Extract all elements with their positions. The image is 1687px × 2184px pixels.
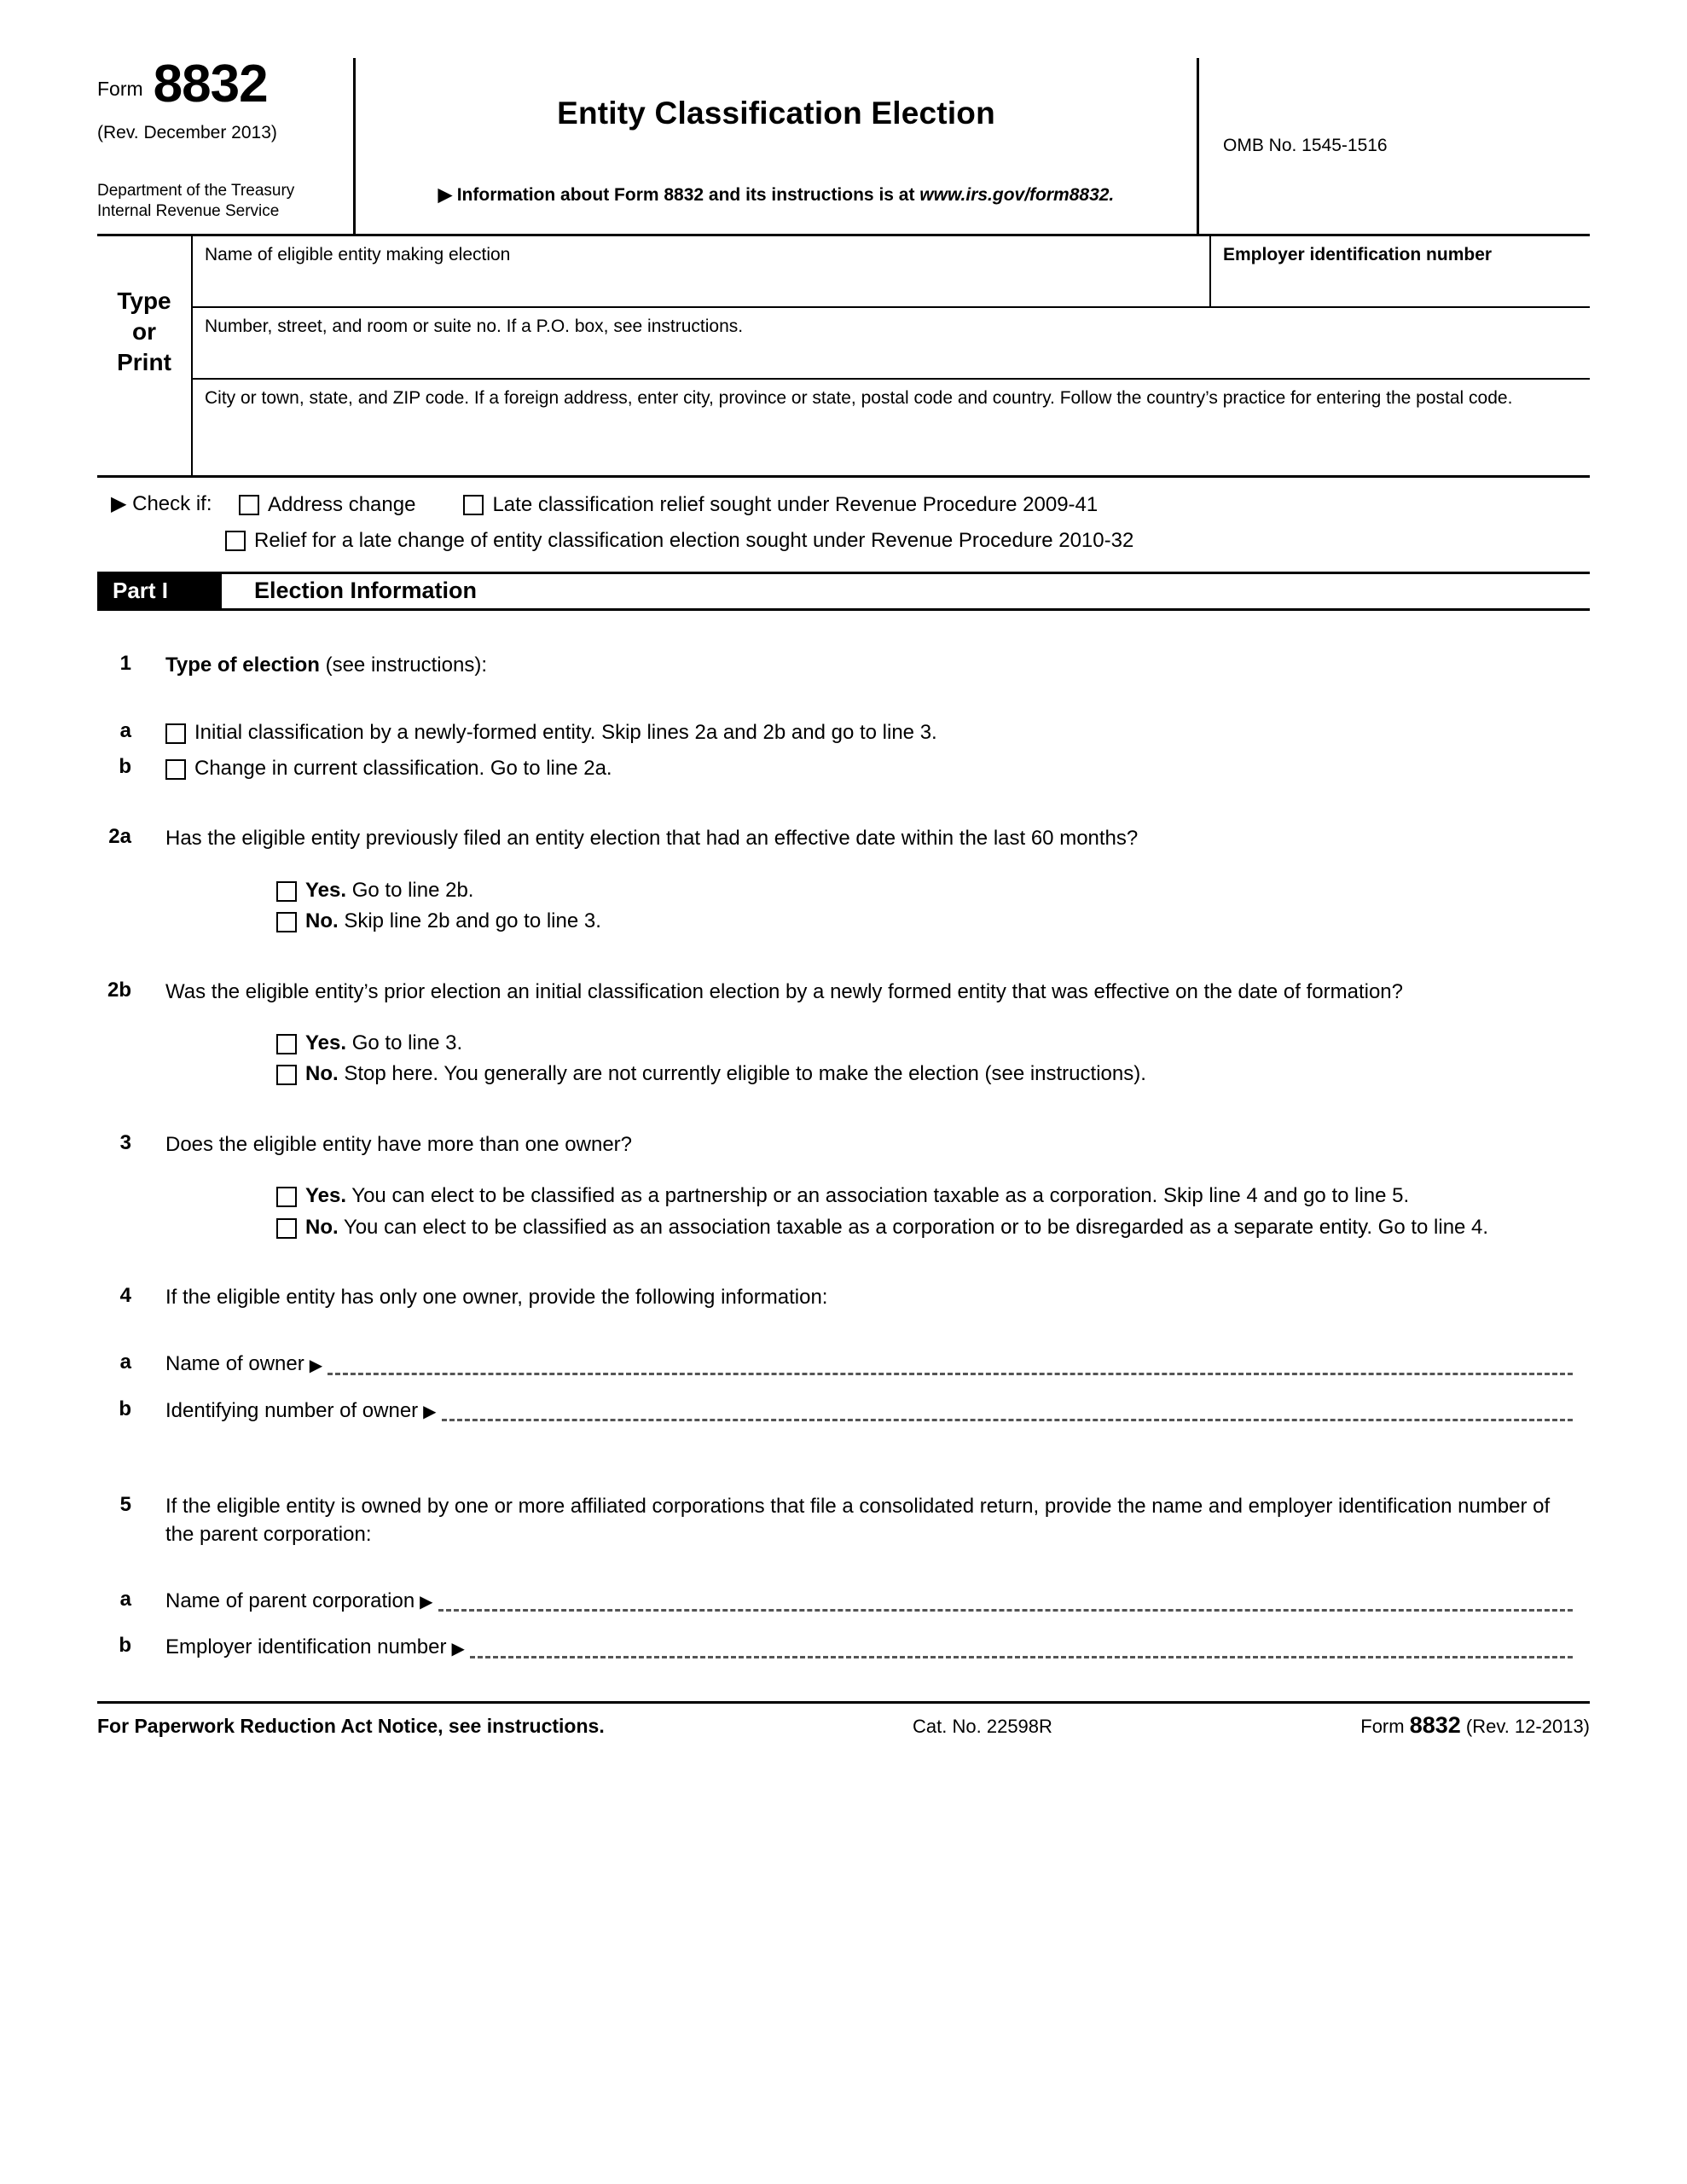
- line-2b-yes-bold: Yes.: [305, 1031, 347, 1055]
- owner-id-entry[interactable]: [165, 1397, 1573, 1426]
- checkbox-icon[interactable]: [276, 1218, 297, 1239]
- parent-ein-input[interactable]: [470, 1655, 1573, 1658]
- line-5-number: 5: [119, 1493, 131, 1517]
- parent-ein-entry[interactable]: [165, 1634, 1573, 1663]
- header-left: [97, 55, 353, 234]
- arrow-icon: ▶: [423, 1403, 437, 1422]
- header-right: [1197, 58, 1590, 234]
- line-5a-number: a: [119, 1587, 131, 1611]
- form-revision-date: (Rev. December 2013): [97, 123, 277, 142]
- part-1-bar: [97, 572, 1590, 611]
- checkbox-icon[interactable]: [276, 1187, 297, 1207]
- line-1-number: 1: [119, 652, 131, 676]
- line-5-text: If the eligible entity is owned by one or more affiliated corporations that file a consolidated return, provide the name and employer identification number of the parent corporation:: [165, 1495, 1551, 1546]
- checkbox-icon[interactable]: [276, 1034, 297, 1054]
- line-3-yes-rest: You can elect to be classified as a partnership or an association taxable as a corporation. Skip line 4 and go to line 5.: [346, 1184, 1410, 1208]
- address-row-name: [193, 236, 1590, 308]
- checkbox-icon[interactable]: [276, 881, 297, 902]
- line-2b-no-rest: Stop here. You generally are not currently eligible to make the election (see instructions).: [338, 1062, 1146, 1086]
- page-title: Entity Classification Election: [557, 96, 995, 131]
- info-link-prefix: ▶ Information about Form 8832 and its instructions is at: [438, 185, 920, 205]
- address-row-street: [193, 308, 1590, 380]
- entity-address-block: [97, 236, 1590, 478]
- footer-form-word: Form: [1360, 1715, 1410, 1737]
- info-link-line: [356, 184, 1197, 206]
- catalog-number: Cat. No. 22598R: [913, 1715, 1052, 1737]
- checkbox-late-classification-relief[interactable]: [463, 491, 1098, 519]
- checkbox-change-classification[interactable]: [165, 755, 1573, 782]
- line-2a: [97, 825, 1590, 852]
- line-4a: [97, 1350, 1590, 1391]
- checkbox-icon[interactable]: [239, 495, 259, 515]
- line-2a-no-bold: No.: [305, 909, 339, 933]
- line-4b: [97, 1397, 1590, 1438]
- line-2b-yes-rest: Go to line 3.: [346, 1031, 463, 1055]
- line-4: [97, 1284, 1590, 1311]
- line-4-text: If the eligible entity has only one owner, provide the following information:: [165, 1285, 828, 1309]
- line-2a-options: [97, 877, 1590, 939]
- line-5a: [97, 1588, 1590, 1629]
- parent-name-entry[interactable]: [165, 1588, 1573, 1617]
- checkbox-2a-yes[interactable]: [165, 877, 1573, 904]
- line-3-yes-bold: Yes.: [305, 1184, 347, 1208]
- checkbox-2a-no[interactable]: [165, 908, 1573, 935]
- checkbox-icon[interactable]: [276, 912, 297, 932]
- checkbox-3-no[interactable]: [165, 1214, 1573, 1241]
- owner-name-entry[interactable]: [165, 1350, 1573, 1380]
- line-2b: [97, 979, 1590, 1006]
- line-3-no-bold: No.: [305, 1215, 339, 1239]
- line-4a-number: a: [119, 1350, 131, 1374]
- line-2b-text: Was the eligible entity’s prior election an initial classification election by a newly formed entity that was effective on the date of formation?: [165, 979, 1403, 1003]
- form-word-label: Form: [97, 78, 143, 100]
- checkbox-late-classification-relief-label: Late classification relief sought under Revenue Procedure 2009-41: [492, 492, 1099, 516]
- checkbox-icon[interactable]: [463, 495, 484, 515]
- line-2a-yes-rest: Go to line 2b.: [346, 878, 474, 902]
- check-if-section: [97, 478, 1590, 569]
- check-if-label: ▶ Check if:: [111, 491, 212, 515]
- form-number: 8832: [153, 55, 268, 113]
- owner-id-input[interactable]: [442, 1418, 1573, 1421]
- city-field[interactable]: [193, 380, 1590, 475]
- part-1-title: Election Information: [254, 578, 478, 604]
- address-row-city: [193, 380, 1590, 475]
- line-5b: [97, 1634, 1590, 1675]
- department-line-2: Internal Revenue Service: [97, 201, 280, 220]
- department-block: [97, 181, 353, 222]
- line-4-number: 4: [119, 1283, 131, 1307]
- arrow-icon: ▶: [420, 1593, 433, 1612]
- line-5b-number: b: [119, 1634, 131, 1658]
- type-label-line2: or: [132, 317, 156, 345]
- line-2b-options: [97, 1030, 1590, 1092]
- info-link-url: www.irs.gov/form8832.: [919, 185, 1115, 205]
- parent-name-input[interactable]: [438, 1608, 1573, 1612]
- owner-name-input[interactable]: [328, 1372, 1573, 1375]
- line-3-no-rest: You can elect to be classified as an association taxable as a corporation or to be disregarded as a separate entity. Go to line 4.: [338, 1215, 1489, 1239]
- line-2a-text: Has the eligible entity previously filed an entity election that had an effective date within the last 60 months?: [165, 827, 1139, 851]
- checkbox-initial-classification[interactable]: [165, 719, 1573, 746]
- footer-form-id: [1360, 1712, 1590, 1739]
- checkbox-late-change-relief-label: Relief for a late change of entity classification election sought under Revenue Procedure 2010-32: [254, 528, 1134, 552]
- line-5b-label: Employer identification number: [165, 1635, 447, 1659]
- ein-field[interactable]: [1211, 236, 1590, 306]
- line-2a-yes-bold: Yes.: [305, 878, 347, 902]
- checkbox-icon[interactable]: [225, 531, 246, 551]
- line-1b-label: Change in current classification. Go to line 2a.: [194, 757, 612, 781]
- line-1: [97, 652, 1590, 679]
- line-4a-label: Name of owner: [165, 1352, 304, 1376]
- paperwork-notice: For Paperwork Reduction Act Notice, see instructions.: [97, 1714, 605, 1737]
- department-line-1: Department of the Treasury: [97, 182, 295, 200]
- line-3: [97, 1131, 1590, 1159]
- street-label: Number, street, and room or suite no. If a P.O. box, see instructions.: [205, 316, 744, 336]
- address-fields: [193, 236, 1590, 475]
- form-identifier: [97, 55, 353, 113]
- part-1-label: Part I: [97, 574, 222, 608]
- form-sheet: [97, 0, 1590, 1739]
- checkbox-2b-yes[interactable]: [165, 1030, 1573, 1057]
- checkbox-address-change[interactable]: [239, 491, 415, 519]
- street-field[interactable]: [193, 308, 1590, 378]
- form-header: [97, 55, 1590, 236]
- checkbox-address-change-label: Address change: [268, 492, 416, 516]
- line-3-number: 3: [119, 1130, 131, 1154]
- checkbox-3-yes[interactable]: [165, 1182, 1573, 1210]
- check-if-row-1: [97, 491, 1590, 519]
- line-1a-label: Initial classification by a newly-formed entity. Skip lines 2a and 2b and go to line 3.: [194, 720, 937, 744]
- line-1b: [97, 755, 1590, 786]
- line-3-options: [97, 1182, 1590, 1245]
- header-center: [353, 58, 1197, 234]
- footer-form-rev: (Rev. 12-2013): [1460, 1715, 1590, 1737]
- entity-name-field[interactable]: [193, 236, 1211, 306]
- line-5a-label: Name of parent corporation: [165, 1589, 415, 1612]
- checkbox-icon[interactable]: [276, 1065, 297, 1085]
- city-label: City or town, state, and ZIP code. If a foreign address, enter city, province or state, postal code and country. Follow the country’s practice for entering the postal code.: [205, 387, 1513, 408]
- checkbox-late-change-relief[interactable]: [225, 527, 1133, 555]
- check-if-row-2: [97, 527, 1590, 555]
- omb-number: OMB No. 1545-1516: [1223, 135, 1388, 155]
- line-2b-number: 2b: [107, 978, 131, 1002]
- type-or-print-label: [97, 236, 193, 475]
- line-4b-number: b: [119, 1397, 131, 1420]
- footer-form-number: 8832: [1409, 1711, 1461, 1738]
- line-2a-no-rest: Skip line 2b and go to line 3.: [338, 909, 601, 933]
- line-1b-number: b: [119, 755, 131, 779]
- line-2b-no-bold: No.: [305, 1062, 339, 1086]
- ein-label: Employer identification number: [1223, 244, 1493, 264]
- line-3-text: Does the eligible entity have more than one owner?: [165, 1132, 633, 1156]
- form-body: [97, 611, 1590, 1675]
- line-1a-number: a: [119, 718, 131, 742]
- type-label-line3: Print: [117, 349, 171, 376]
- line-1-rest: (see instructions):: [319, 653, 487, 677]
- arrow-icon: ▶: [451, 1639, 465, 1658]
- line-1-bold: Type of election: [165, 653, 320, 677]
- checkbox-2b-no[interactable]: [165, 1060, 1573, 1088]
- form-footer: [97, 1701, 1590, 1739]
- line-1-text: [165, 652, 1590, 679]
- entity-name-label: Name of eligible entity making election: [205, 244, 511, 264]
- arrow-icon: ▶: [309, 1356, 323, 1375]
- line-5: [97, 1493, 1590, 1548]
- checkbox-icon[interactable]: [165, 759, 186, 780]
- checkbox-icon[interactable]: [165, 723, 186, 744]
- line-4b-label: Identifying number of owner: [165, 1398, 419, 1422]
- type-label-line1: Type: [117, 287, 171, 314]
- line-2a-number: 2a: [108, 825, 131, 849]
- line-1a: [97, 719, 1590, 750]
